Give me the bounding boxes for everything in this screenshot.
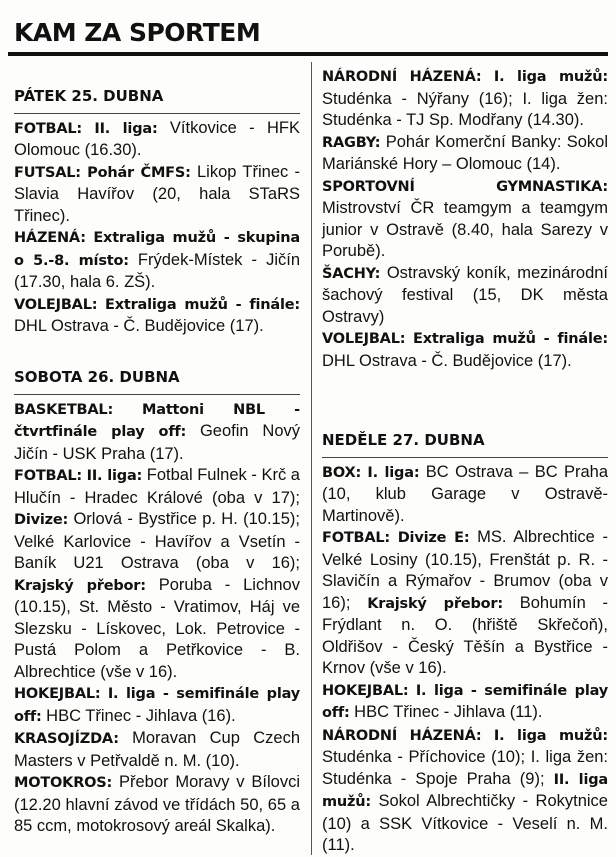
entry-text: Sokol Albrechtičky - Rokytnice (10) a SSK Vítkovice - Veselí n. M. (11). bbox=[322, 792, 608, 854]
friday-heading: PÁTEK 25. DUBNA bbox=[14, 86, 300, 114]
competition-label: I. liga - semifinále play off: bbox=[14, 686, 300, 725]
saturday-gymnastika bbox=[322, 176, 608, 263]
entry-text: BC Ostrava – BC Praha (10, klub Garage v Ostravě-Martinově). bbox=[322, 462, 609, 525]
entry-text: Mistrovství ČR teamgym a teamgym junior v Ostravě (8.40, hala Sarezy v Porubě). bbox=[322, 199, 608, 260]
entry-text: Fotbal Fulnek - Krč a Hlučín - Hradec Králové (oba v 17); bbox=[14, 466, 300, 507]
sport-label: NÁRODNÍ HÁZENÁ: bbox=[322, 69, 482, 85]
competition-label: Divize: bbox=[14, 512, 69, 528]
entry-text: Orlová - Bystřice p. H. (10.15); Velké Karlovice - Havířov a Vsetín - Baník U21 Ostrava (oba v 16); bbox=[14, 510, 300, 572]
sport-label: HOKEJBAL: bbox=[322, 682, 409, 699]
competition-label: II. liga mužů: bbox=[322, 771, 608, 810]
saturday-continued-section bbox=[322, 66, 608, 372]
entry-text: Bohumín - Frýdlant n. O. (hřiště Skřečoň), Oldřišov - Český Těšín a Bystřice - Krnov (vše v 16). bbox=[322, 593, 609, 677]
competition-label: I. liga mužů: bbox=[493, 69, 609, 85]
saturday-hokejbal bbox=[14, 683, 300, 728]
sport-label: VOLEJBAL: bbox=[14, 296, 98, 313]
title-rule bbox=[8, 52, 608, 56]
entry-text: MS. Albrechtice - Velké Losiny (10.15), Frenštát p. R. - Slavičín a Rýmařov - Brumov (oba v 16); bbox=[322, 528, 608, 612]
entry-text: Pohár Komerční Banky: Sokol Mariánské Hory – Olomouc (14). bbox=[322, 132, 608, 173]
sport-label: HÁZENÁ: bbox=[14, 230, 86, 246]
sport-label: FOTBAL: bbox=[14, 120, 83, 137]
saturday-narodni-hazena bbox=[322, 66, 608, 132]
saturday-sachy bbox=[322, 263, 608, 329]
entry-text: HBC Třinec - Jihlava (11). bbox=[354, 703, 543, 721]
entry-text: Frýdek-Místek - Jičín (17.30, hala 6. ZŠ). bbox=[14, 250, 300, 291]
entry-text: Studénka - Příchovice (10); I. liga žen: Studénka - Spoje Praha (9); bbox=[322, 748, 608, 788]
competition-label: I. liga: bbox=[367, 464, 420, 481]
competition-label: Pohár ČMFS: bbox=[87, 164, 191, 181]
entry-text: Moravan Cup Czech Masters v Petřvaldě n. M. (10). bbox=[14, 729, 300, 770]
sport-label: NÁRODNÍ HÁZENÁ: bbox=[322, 727, 482, 744]
friday-section bbox=[14, 86, 300, 338]
sunday-box bbox=[322, 462, 608, 528]
sport-label: FUTSAL: bbox=[14, 164, 81, 181]
competition-label: Krajský přebor: bbox=[14, 577, 146, 594]
competition-label: Extraliga mužů - finále: bbox=[413, 331, 608, 347]
sunday-hokejbal bbox=[322, 680, 608, 725]
saturday-volejbal bbox=[322, 328, 608, 372]
entry-text: Geofin Nový Jičín - USK Praha (17). bbox=[14, 422, 300, 463]
saturday-fotbal bbox=[14, 465, 300, 683]
friday-fotbal bbox=[14, 118, 300, 162]
competition-label: II. liga: bbox=[94, 120, 158, 137]
sport-label: BASKETBAL: bbox=[14, 401, 114, 418]
sport-label: MOTOKROS: bbox=[14, 775, 113, 791]
sport-label: VOLEJBAL: bbox=[322, 331, 406, 347]
sport-label: BOX: bbox=[322, 464, 362, 481]
entry-text: DHL Ostrava - Č. Budějovice (17). bbox=[14, 317, 264, 335]
competition-label: Extraliga mužů - finále: bbox=[105, 296, 300, 313]
competition-label: Mattoni NBL - čtvrtfinále play off: bbox=[14, 401, 300, 440]
friday-hazena bbox=[14, 227, 300, 294]
competition-label: Krajský přebor: bbox=[367, 595, 503, 612]
entry-text: Vítkovice - HFK Olomouc (16.30). bbox=[14, 118, 300, 159]
sunday-section bbox=[322, 430, 608, 857]
competition-label: Divize E: bbox=[397, 530, 470, 546]
saturday-ragby bbox=[322, 132, 608, 176]
saturday-basketbal bbox=[14, 399, 300, 466]
column-divider bbox=[311, 62, 312, 855]
competition-label: Extraliga mužů - skupina o 5.-8. místo: bbox=[14, 230, 300, 269]
friday-volejbal bbox=[14, 294, 300, 338]
competition-label: I. liga mužů: bbox=[493, 727, 609, 744]
entry-text: Ostravský koník, mezinárodní šachový festival (15, DK města Ostravy) bbox=[322, 263, 609, 326]
friday-futsal bbox=[14, 162, 300, 228]
saturday-krasojizda bbox=[14, 728, 300, 772]
sport-label: FOTBAL: bbox=[322, 530, 391, 546]
entry-text: Přebor Moravy v Bílovci (12.20 hlavní závod ve třídách 50, 65 a 85 ccm, motokrosový areál Skalka). bbox=[14, 773, 300, 835]
entry-text: HBC Třinec - Jihlava (16). bbox=[46, 706, 236, 725]
entry-text: Studénka - Nýřany (16); I. liga žen: Studénka - TJ Sp. Modřany (14.30). bbox=[322, 89, 608, 129]
sport-label: SPORTOVNÍ GYMNASTIKA: bbox=[322, 178, 608, 195]
entry-text: Likop Třinec - Slavia Havířov (20, hala STaRS Třinec). bbox=[14, 162, 300, 225]
page-title: KAM ZA SPORTEM bbox=[14, 18, 261, 47]
entry-text: DHL Ostrava - Č. Budějovice (17). bbox=[322, 351, 572, 370]
sunday-narodni-hazena bbox=[322, 725, 608, 857]
entry-text: Poruba - Lichnov (10.15), St. Město - Vratimov, Háj ve Slezsku - Lískovec, Lok. Petrovice - Pustá Polom a Petřkovice - B. Albrechtice (vše v 16). bbox=[14, 575, 300, 681]
saturday-heading: SOBOTA 26. DUBNA bbox=[14, 367, 300, 395]
competition-label: II. liga: bbox=[86, 468, 143, 484]
sport-label: RAGBY: bbox=[322, 134, 381, 151]
sport-label: FOTBAL: bbox=[14, 468, 83, 484]
sunday-heading: NEDĚLE 27. DUBNA bbox=[322, 430, 608, 458]
saturday-section bbox=[14, 367, 300, 838]
sunday-fotbal bbox=[322, 527, 608, 680]
sport-label: ŠACHY: bbox=[322, 265, 381, 282]
saturday-motokros bbox=[14, 772, 300, 838]
sport-label: KRASOJÍZDA: bbox=[14, 731, 119, 747]
sport-label: HOKEJBAL: bbox=[14, 686, 101, 702]
competition-label: I. liga - semifinále play off: bbox=[322, 682, 608, 721]
